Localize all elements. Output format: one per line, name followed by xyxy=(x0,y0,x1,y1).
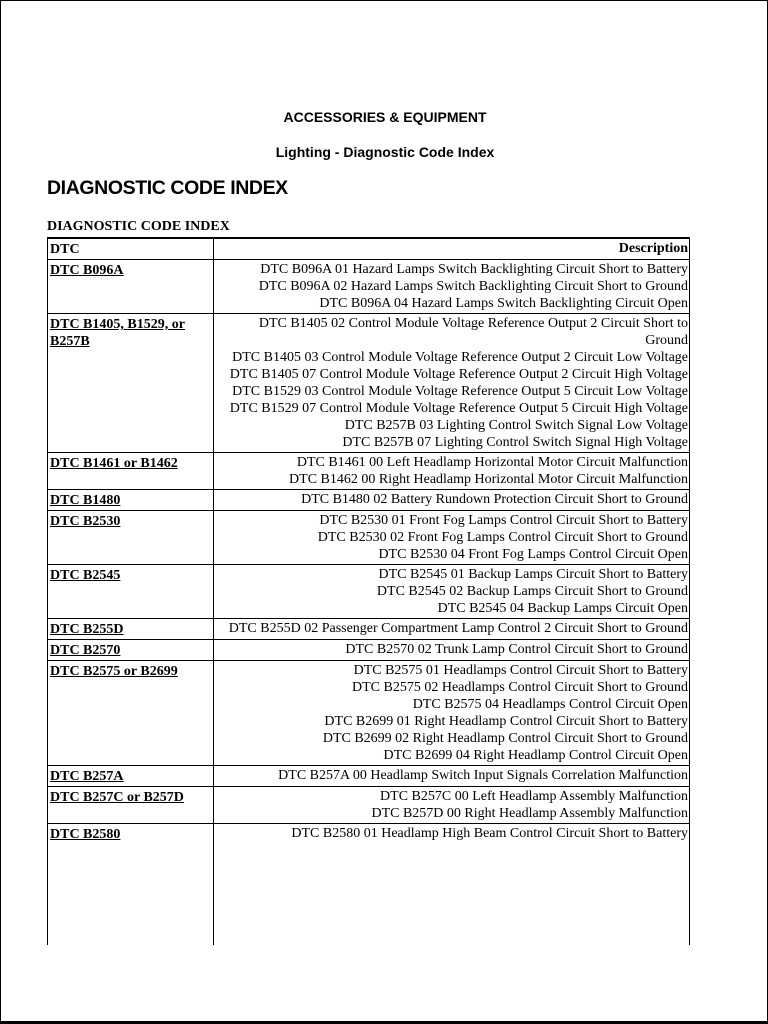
description-cell xyxy=(214,260,690,313)
description-line: DTC B1405 07 Control Module Voltage Reference Output 2 Circuit High Voltage xyxy=(229,367,688,382)
dtc-link[interactable]: DTC B2580 xyxy=(47,824,214,945)
description-line: DTC B2575 01 Headlamps Control Circuit Short to Battery xyxy=(353,663,688,678)
dtc-link[interactable]: DTC B2575 or B2699 xyxy=(47,661,214,765)
column-header-dtc: DTC xyxy=(47,239,214,259)
description-line: DTC B1405 03 Control Module Voltage Reference Output 2 Circuit Low Voltage xyxy=(232,350,688,365)
table-row xyxy=(47,640,690,661)
dtc-link[interactable]: DTC B1461 or B1462 xyxy=(47,453,214,489)
description-line: DTC B1405 02 Control Module Voltage Reference Output 2 Circuit Short to Ground xyxy=(258,316,688,348)
table-row xyxy=(47,661,690,766)
description-line: DTC B2699 04 Right Headlamp Control Circuit Open xyxy=(383,748,688,763)
description-line: DTC B2545 02 Backup Lamps Circuit Short to Ground xyxy=(376,584,688,599)
table-header-row xyxy=(47,239,690,260)
description-line: DTC B257B 03 Lighting Control Switch Signal Low Voltage xyxy=(344,418,688,433)
description-line: DTC B257D 00 Right Headlamp Assembly Malfunction xyxy=(371,806,688,821)
table-row xyxy=(47,453,690,490)
dtc-link[interactable]: DTC B1480 xyxy=(47,490,214,510)
description-line: DTC B2530 04 Front Fog Lamps Control Circuit Open xyxy=(378,547,688,562)
description-line: DTC B257C 00 Left Headlamp Assembly Malfunction xyxy=(380,789,688,804)
description-line: DTC B2545 04 Backup Lamps Circuit Open xyxy=(437,601,688,616)
table-row xyxy=(47,824,690,945)
description-cell xyxy=(214,511,690,564)
description-cell xyxy=(214,766,690,786)
description-line: DTC B1480 02 Battery Rundown Protection Circuit Short to Ground xyxy=(301,492,688,507)
description-line: DTC B2580 01 Headlamp High Beam Control Circuit Short to Battery xyxy=(291,826,688,841)
subsection-header: Lighting - Diagnostic Code Index xyxy=(275,144,495,160)
description-line: DTC B2699 02 Right Headlamp Control Circuit Short to Ground xyxy=(322,731,688,746)
description-line: DTC B2530 01 Front Fog Lamps Control Circuit Short to Battery xyxy=(319,513,688,528)
description-cell xyxy=(214,314,690,452)
dtc-link[interactable]: DTC B096A xyxy=(47,260,214,313)
description-cell xyxy=(214,453,690,489)
dtc-link[interactable]: DTC B257A xyxy=(47,766,214,786)
table-row xyxy=(47,314,690,453)
description-line: DTC B1462 00 Right Headlamp Horizontal Motor Circuit Malfunction xyxy=(289,472,688,487)
description-line: DTC B1529 03 Control Module Voltage Reference Output 5 Circuit Low Voltage xyxy=(232,384,688,399)
description-line: DTC B255D 02 Passenger Compartment Lamp Control 2 Circuit Short to Ground xyxy=(228,621,688,636)
table-row xyxy=(47,260,690,314)
description-cell xyxy=(214,565,690,618)
description-line: DTC B257B 07 Lighting Control Switch Signal High Voltage xyxy=(342,435,688,450)
table-row xyxy=(47,511,690,565)
description-cell xyxy=(214,490,690,510)
dtc-link[interactable]: DTC B255D xyxy=(47,619,214,639)
column-header-description: Description xyxy=(214,239,690,259)
dtc-link[interactable]: DTC B2530 xyxy=(47,511,214,564)
dtc-link[interactable]: DTC B2545 xyxy=(47,565,214,618)
table-caption: DIAGNOSTIC CODE INDEX xyxy=(47,219,230,234)
description-line: DTC B096A 02 Hazard Lamps Switch Backlighting Circuit Short to Ground xyxy=(258,279,688,294)
description-line: DTC B2699 01 Right Headlamp Control Circuit Short to Battery xyxy=(324,714,688,729)
description-line: DTC B096A 04 Hazard Lamps Switch Backlighting Circuit Open xyxy=(319,296,688,311)
description-line: DTC B2575 02 Headlamps Control Circuit Short to Ground xyxy=(352,680,688,695)
dtc-link[interactable]: DTC B2570 xyxy=(47,640,214,660)
description-cell xyxy=(214,787,690,823)
description-line: DTC B1529 07 Control Module Voltage Reference Output 5 Circuit High Voltage xyxy=(229,401,688,416)
description-cell xyxy=(214,619,690,639)
page-title: DIAGNOSTIC CODE INDEX xyxy=(47,177,288,199)
diagnostic-code-table xyxy=(47,237,690,945)
dtc-link[interactable]: DTC B1405, B1529, or B257B xyxy=(47,314,214,452)
description-line: DTC B2530 02 Front Fog Lamps Control Circuit Short to Ground xyxy=(317,530,688,545)
table-row xyxy=(47,619,690,640)
description-line: DTC B2575 04 Headlamps Control Circuit Open xyxy=(412,697,688,712)
description-line: DTC B1461 00 Left Headlamp Horizontal Motor Circuit Malfunction xyxy=(296,455,688,470)
description-line: DTC B257A 00 Headlamp Switch Input Signals Correlation Malfunction xyxy=(278,768,688,783)
description-cell xyxy=(214,824,690,945)
table-row xyxy=(47,490,690,511)
description-cell xyxy=(214,640,690,660)
description-cell xyxy=(214,661,690,765)
table-row xyxy=(47,766,690,787)
dtc-link[interactable]: DTC B257C or B257D xyxy=(47,787,214,823)
table-row xyxy=(47,787,690,824)
description-line: DTC B096A 01 Hazard Lamps Switch Backlighting Circuit Short to Battery xyxy=(260,262,688,277)
description-line: DTC B2545 01 Backup Lamps Circuit Short to Battery xyxy=(378,567,688,582)
description-line: DTC B2570 02 Trunk Lamp Control Circuit Short to Ground xyxy=(345,642,688,657)
section-header: ACCESSORIES & EQUIPMENT xyxy=(283,109,487,125)
table-row xyxy=(47,565,690,619)
